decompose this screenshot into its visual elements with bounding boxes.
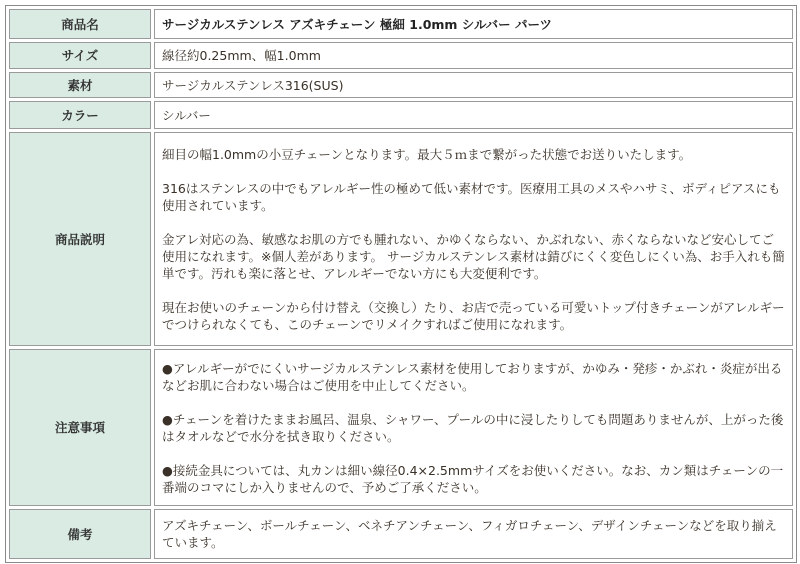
value-material: サージカルステンレス316(SUS) xyxy=(154,72,793,98)
product-spec-table xyxy=(5,5,797,563)
notes-paragraph: ●接続金具については、丸カンは細い線径0.4×2.5mmサイズをお使いください。なお、カン類はチェーンの一番端のコマにしか入りませんので、予めご了承ください。 xyxy=(162,462,784,495)
label-color: カラー xyxy=(9,101,151,129)
row-description xyxy=(9,132,793,346)
value-remarks: アズキチェーン、ボールチェーン、ベネチアンチェーン、フィガロチェーン、デザインチェーンなどを取り揃えています。 xyxy=(154,509,793,559)
label-remarks: 備考 xyxy=(9,509,151,559)
row-material xyxy=(9,72,793,98)
description-paragraph: 現在お使いのチェーンから付け替え（交換し）たり、お店で売っている可愛いトップ付きチェーンがアレルギーでつけられなくても、このチェーンでリメイクすればご使用になれます。 xyxy=(162,299,785,332)
row-color xyxy=(9,101,793,129)
description-paragraph: 細目の幅1.0mmの小豆チェーンとなります。最大５ｍまで繋がった状態でお送りいたします。 xyxy=(162,146,692,162)
label-size: サイズ xyxy=(9,42,151,69)
notes-paragraph: ●チェーンを着けたままお風呂、温泉、シャワー、プールの中に浸したりしても問題ありませんが、上がった後はタオルなどで水分を拭き取りください。 xyxy=(162,411,784,444)
row-remarks xyxy=(9,509,793,559)
value-notes xyxy=(154,349,793,506)
row-notes xyxy=(9,349,793,506)
value-color: シルバー xyxy=(154,101,793,129)
row-size xyxy=(9,42,793,69)
value-size: 線径約0.25mm、幅1.0mm xyxy=(154,42,793,69)
label-description: 商品説明 xyxy=(9,132,151,346)
label-material: 素材 xyxy=(9,72,151,98)
value-product-name: サージカルステンレス アズキチェーン 極細 1.0mm シルバー パーツ xyxy=(154,9,793,39)
notes-paragraph: ●アレルギーがでにくいサージカルステンレス素材を使用しておりますが、かゆみ・発疹・かぶれ・炎症が出るなどお肌に合わない場合はご使用を中止してください。 xyxy=(162,360,783,393)
description-paragraph: 316はステンレスの中でもアレルギー性の極めて低い素材です。医療用工具のメスやハサミ、ボディピアスにも使用されています。 xyxy=(162,180,781,213)
label-notes: 注意事項 xyxy=(9,349,151,506)
value-description xyxy=(154,132,793,346)
description-paragraph: 金アレ対応の為、敏感なお肌の方でも腫れない、かゆくならない、かぶれない、赤くならないなど安心してご使用になれます。※個人差があります。 サージカルステンレス素材は錆びにくく変色しにくい為、お手入れも簡単です。汚れも楽に落とせ、アレルギーでない方にも大変便利です。 xyxy=(162,231,785,281)
row-product-name xyxy=(9,9,793,39)
label-product-name: 商品名 xyxy=(9,9,151,39)
